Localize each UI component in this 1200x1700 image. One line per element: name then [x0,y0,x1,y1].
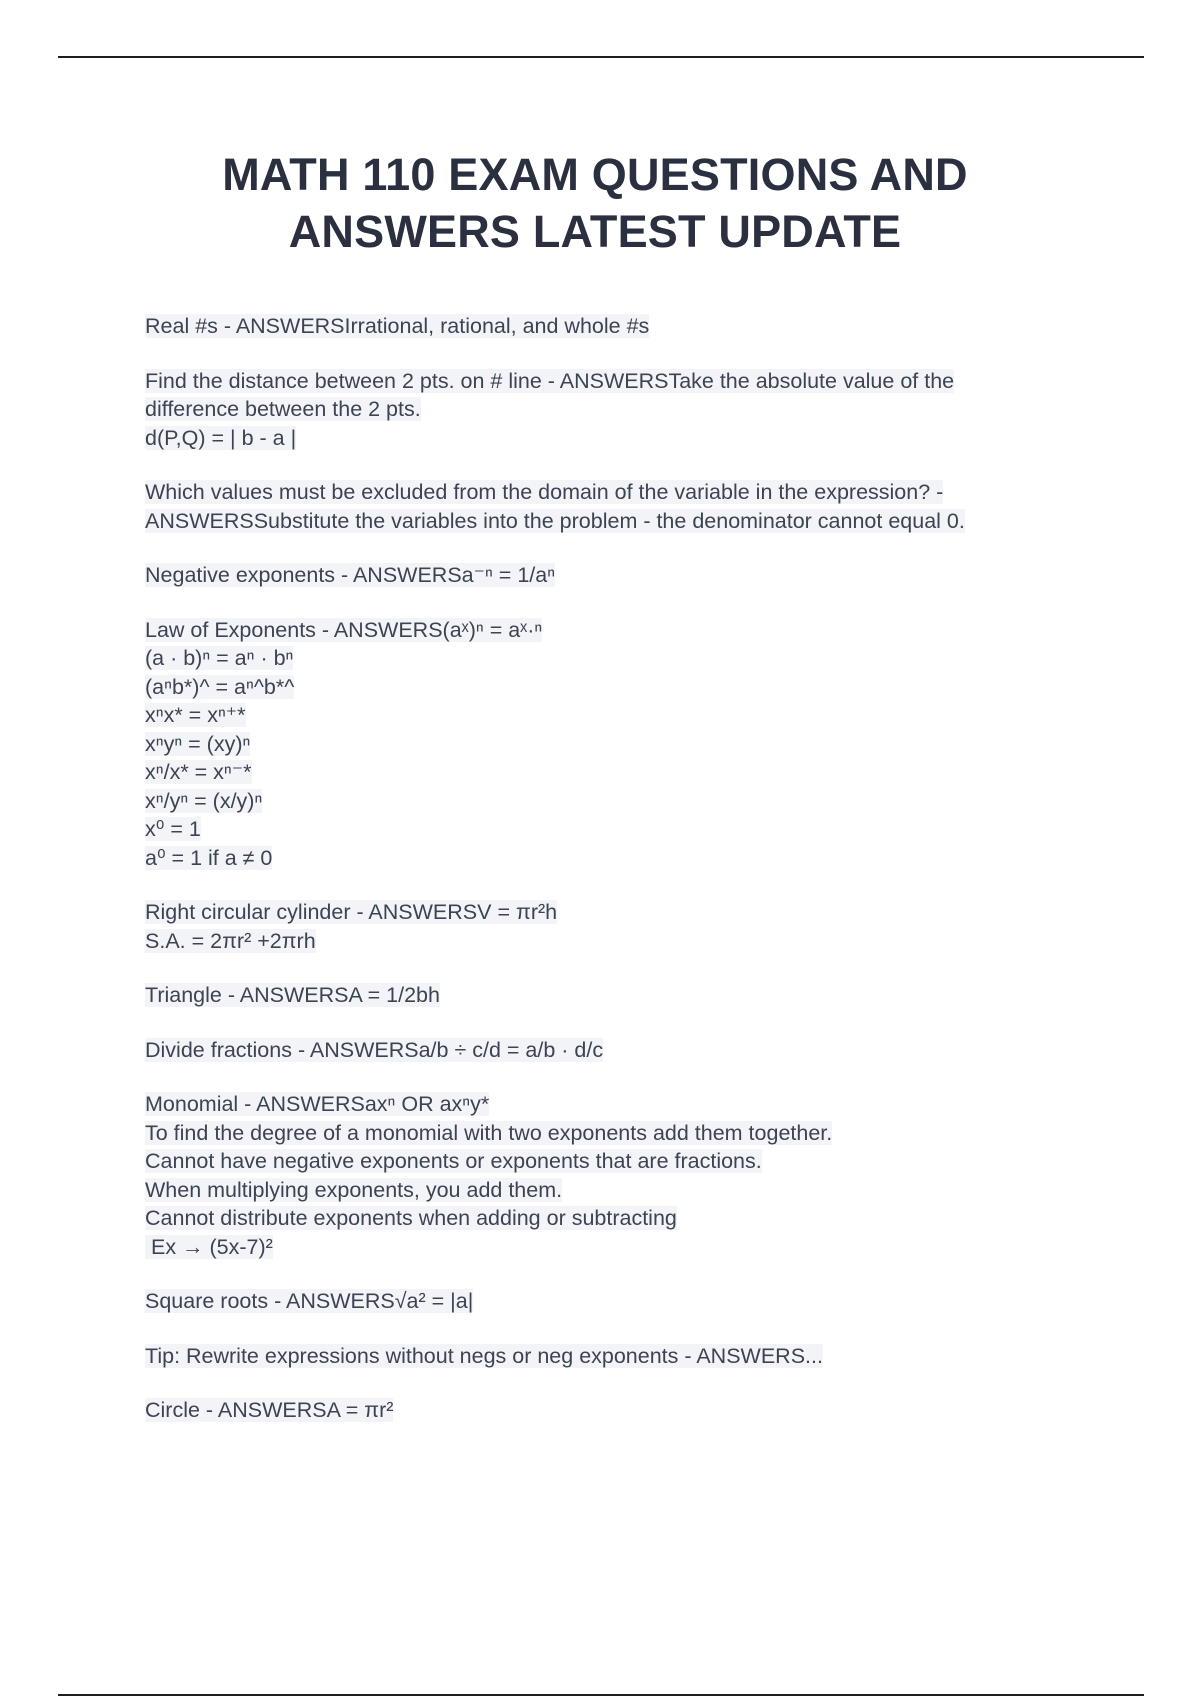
qa-answer-line [145,395,1105,424]
qa-answer-line [145,787,1105,816]
qa-line-text: ANSWERSSubstitute the variables into the problem - the denominator cannot equal 0. [145,508,965,533]
qa-item [145,1342,1105,1371]
qa-item [145,981,1105,1010]
qa-item [145,561,1105,590]
qa-line-text: Which values must be excluded from the domain of the variable in the expression? - [145,480,944,504]
qa-line-text: xⁿ/x* = xⁿ⁻* [145,760,252,784]
qa-line-text: Law of Exponents - ANSWERS(aˣ)ⁿ = aˣ·ⁿ [145,617,543,642]
qa-answer-line [145,1176,1105,1205]
qa-answer-line [145,815,1105,844]
title-line-1: MATH 110 EXAM QUESTIONS AND [222,149,968,200]
qa-line-text: Real #s - ANSWERSIrrational, rational, and whole #s [145,314,650,338]
qa-line-text: difference between the 2 pts. [145,397,421,421]
qa-list [145,312,1105,1451]
qa-answer-line [145,1147,1105,1176]
qa-item [145,1287,1105,1316]
qa-answer-line [145,424,1105,453]
qa-question-line [145,1342,1105,1371]
qa-line-text: a⁰ = 1 if a ≠ 0 [145,845,273,870]
qa-answer-line [145,644,1105,673]
qa-answer-line [145,673,1105,702]
qa-question-line [145,1036,1105,1065]
title-line-2: ANSWERS LATEST UPDATE [288,206,902,257]
qa-answer-line [145,701,1105,730]
qa-line-text: Tip: Rewrite expressions without negs or neg exponents - ANSWERS... [145,1343,823,1368]
qa-question-line [145,561,1105,590]
qa-line-text: x⁰ = 1 [145,817,201,841]
qa-question-line [145,478,1105,507]
qa-line-text: (aⁿb*)^ = aⁿ^b*^ [145,674,295,699]
qa-answer-line [145,844,1105,873]
qa-question-line [145,1090,1105,1119]
page-title [150,146,1040,260]
qa-line-text: S.A. = 2πr² +2πrh [145,928,316,953]
qa-line-text: Circle - ANSWERSA = πr² [145,1398,394,1422]
qa-item [145,898,1105,955]
qa-line-text: Square roots - ANSWERS√a² = |a| [145,1289,474,1313]
qa-line-text: To find the degree of a monomial with two exponents add them together. [145,1120,833,1145]
qa-item [145,1036,1105,1065]
top-divider [58,56,1144,58]
qa-answer-line [145,507,1105,536]
qa-answer-line [145,927,1105,956]
qa-item [145,1396,1105,1425]
qa-line-text: Negative exponents - ANSWERSa⁻ⁿ = 1/aⁿ [145,563,556,587]
qa-line-text: xⁿ/yⁿ = (x/y)ⁿ [145,788,263,813]
qa-question-line [145,1287,1105,1316]
bottom-divider [58,1694,1144,1696]
qa-question-line [145,981,1105,1010]
qa-question-line [145,367,1105,396]
qa-line-text: Cannot distribute exponents when adding or subtracting [145,1206,677,1230]
qa-line-text: Find the distance between 2 pts. on # line - ANSWERSTake the absolute value of the [145,368,955,393]
qa-question-line [145,616,1105,645]
qa-line-text: Monomial - ANSWERSaxⁿ OR axⁿy* [145,1092,490,1116]
qa-line-text: Ex → (5x-7)² [145,1234,273,1259]
qa-question-line [145,898,1105,927]
qa-item [145,478,1105,535]
qa-item [145,367,1105,453]
qa-item [145,616,1105,873]
qa-item [145,312,1105,341]
qa-answer-line [145,758,1105,787]
qa-line-text: Cannot have negative exponents or exponents that are fractions. [145,1149,762,1173]
qa-line-text: Right circular cylinder - ANSWERSV = πr²h [145,900,558,924]
qa-line-text: Triangle - ANSWERSA = 1/2bh [145,983,440,1007]
qa-answer-line [145,730,1105,759]
qa-answer-line [145,1204,1105,1233]
qa-question-line [145,1396,1105,1425]
qa-answer-line [145,1119,1105,1148]
qa-line-text: xⁿyⁿ = (xy)ⁿ [145,731,251,756]
qa-line-text: xⁿx* = xⁿ⁺* [145,703,246,727]
qa-line-text: d(P,Q) = | b - a | [145,425,297,450]
qa-line-text: Divide fractions - ANSWERSa/b ÷ c/d = a/b · d/c [145,1037,604,1062]
qa-question-line [145,312,1105,341]
qa-line-text: (a · b)ⁿ = aⁿ · bⁿ [145,646,294,670]
qa-item [145,1090,1105,1261]
qa-answer-line [145,1233,1105,1262]
qa-line-text: When multiplying exponents, you add them. [145,1177,563,1202]
